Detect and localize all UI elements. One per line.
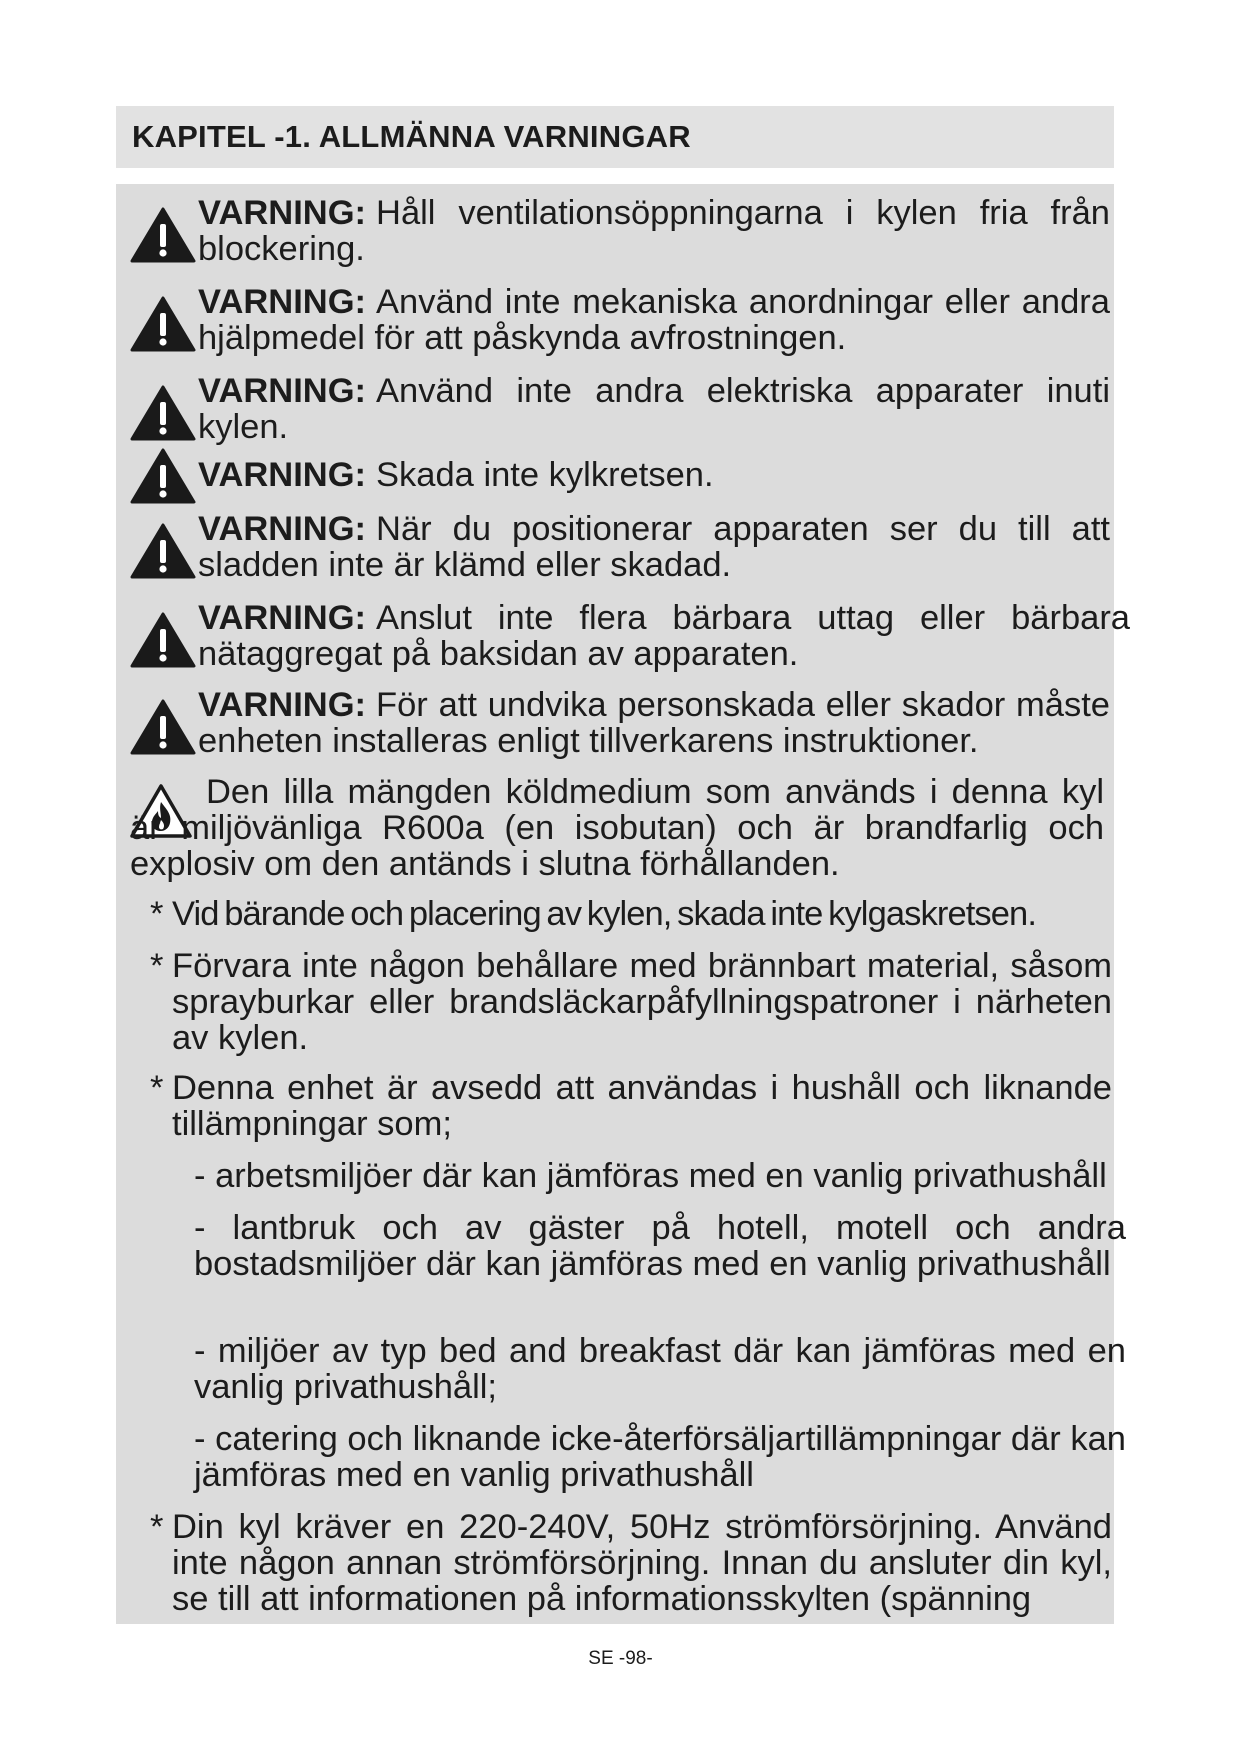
bullet-marker: * bbox=[150, 1508, 164, 1546]
warning-label: VARNING: bbox=[198, 194, 367, 232]
warning-triangle-icon bbox=[130, 207, 196, 263]
warning-triangle-icon bbox=[130, 523, 196, 579]
warning-text: Använd inte andra elektriska apparater inuti kylen. bbox=[198, 372, 1110, 446]
sub-list-item: - miljöer av typ bed and breakfast där kan jämföras med en vanlig privathushåll; bbox=[194, 1332, 1126, 1406]
chapter-header bbox=[116, 106, 1114, 168]
warning-triangle-icon bbox=[130, 699, 196, 755]
warning-triangle-icon bbox=[130, 612, 196, 668]
warning-label: VARNING: bbox=[198, 456, 367, 494]
warning-triangle-icon bbox=[130, 385, 196, 441]
warning-text: Skada inte kylkretsen. bbox=[376, 456, 714, 494]
warning-text: Håll ventilationsöppningarna i kylen fria från blockering. bbox=[198, 194, 1110, 268]
bullet-marker: * bbox=[150, 1069, 164, 1107]
bullet-text: Denna enhet är avsedd att användas i hushåll och liknande tillämpningar som; bbox=[172, 1069, 1112, 1143]
warning-label: VARNING: bbox=[198, 599, 367, 637]
bullet-marker: * bbox=[150, 895, 164, 933]
sub-list-item: - lantbruk och av gäster på hotell, motell och andra bostadsmiljöer där kan jämföras med en vanlig privathushåll bbox=[194, 1209, 1126, 1283]
bullet-marker: * bbox=[150, 947, 164, 985]
warning-triangle-icon bbox=[130, 296, 196, 352]
chapter-title: KAPITEL -1. ALLMÄNNA VARNINGAR bbox=[132, 119, 691, 154]
warning-label: VARNING: bbox=[198, 510, 367, 548]
warning-triangle-icon bbox=[130, 448, 196, 504]
sub-list-item: - arbetsmiljöer där kan jämföras med en vanlig privathushåll bbox=[194, 1157, 1107, 1195]
warning-label: VARNING: bbox=[198, 372, 367, 410]
page-number: SE -98- bbox=[588, 1648, 653, 1669]
sub-list-item: - catering och liknande icke-återförsäljartillämpningar där kan jämföras med en vanlig privathushåll bbox=[194, 1420, 1126, 1494]
warning-label: VARNING: bbox=[198, 686, 367, 724]
bullet-text: Din kyl kräver en 220-240V, 50Hz strömförsörjning. Använd inte någon annan strömförsörjning. Innan du ansluter din kyl, se till att informationen på informationsskylten (spänning bbox=[172, 1508, 1112, 1618]
warning-text: För att undvika personskada eller skador måste enheten installeras enligt tillverkarens instruktioner. bbox=[198, 686, 1110, 760]
bullet-text: Vid bärande och placering av kylen, skada inte kylgaskretsen. bbox=[172, 895, 1037, 933]
warning-label: VARNING: bbox=[198, 283, 367, 321]
warning-text: När du positionerar apparaten ser du till att sladden inte är klämd eller skadad. bbox=[198, 510, 1110, 584]
warning-text: Anslut inte flera bärbara uttag eller bärbara nätaggregat på baksidan av apparaten. bbox=[198, 599, 1130, 673]
refrigerant-note: Den lilla mängden köldmedium som används i denna kyl är miljövänliga R600a (en isobutan) och är brandfarlig och explosiv om den antänds i slutna förhållanden. bbox=[130, 773, 1104, 883]
bullet-text: Förvara inte någon behållare med brännbart material, såsom sprayburkar eller brandsläckarpåfyllningspatroner i närheten av kylen. bbox=[172, 947, 1112, 1057]
warning-text: Använd inte mekaniska anordningar eller andra hjälpmedel för att påskynda avfrostningen. bbox=[198, 283, 1110, 357]
